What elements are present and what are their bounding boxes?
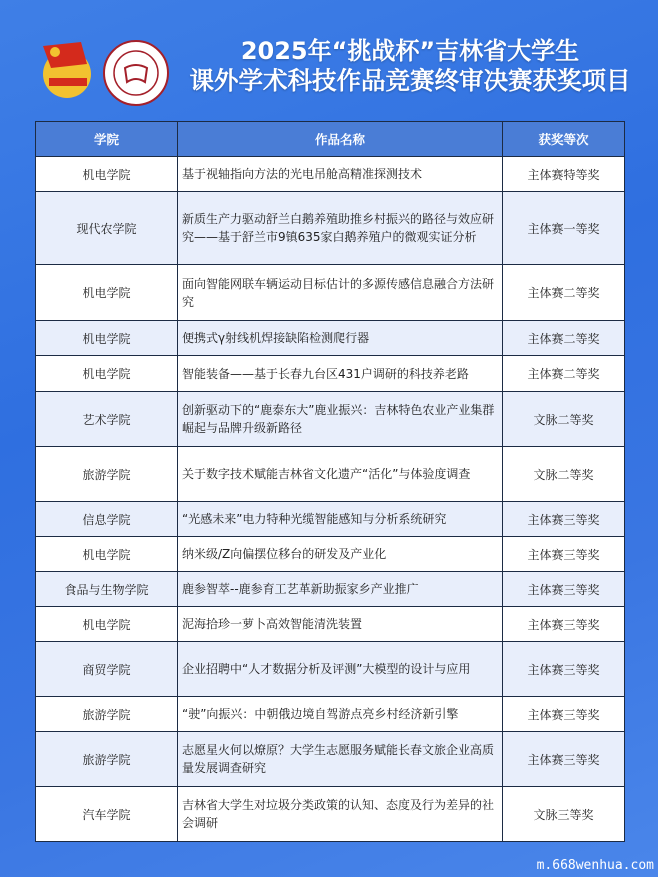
table-row [36, 642, 625, 697]
award-cell: 主体赛二等奖 [503, 321, 625, 356]
college-cell: 旅游学院 [36, 732, 178, 787]
title-line-2: 课外学术科技作品竞赛终审决赛获奖项目 [189, 66, 631, 95]
work-title-cell: “光感未来”电力特种光缆智能感知与分析系统研究 [178, 502, 503, 537]
award-cell: 主体赛二等奖 [503, 265, 625, 321]
work-title-cell: 新质生产力驱动舒兰白鹅养殖助推乡村振兴的路径与效应研究——基于舒兰市9镇635家白鹅养殖户的微观实证分析 [178, 192, 503, 265]
work-title-cell: 企业招聘中“人才数据分析及评测”大模型的设计与应用 [178, 642, 503, 697]
college-cell: 艺术学院 [36, 392, 178, 447]
work-title-cell: 便携式γ射线机焊接缺陷检测爬行器 [178, 321, 503, 356]
work-title-cell: 志愿星火何以燎原？大学生志愿服务赋能长春文旅企业高质量发展调查研究 [178, 732, 503, 787]
table-row [36, 697, 625, 732]
work-title-cell: “驶”向振兴：中朝俄边境自驾游点亮乡村经济新引擎 [178, 697, 503, 732]
college-cell: 机电学院 [36, 157, 178, 192]
award-cell: 主体赛三等奖 [503, 642, 625, 697]
work-title-cell: 智能装备——基于长春九台区431户调研的科技养老路 [178, 356, 503, 392]
table-row [36, 537, 625, 572]
award-cell: 主体赛三等奖 [503, 502, 625, 537]
work-title-cell: 创新驱动下的“鹿泰东大”鹿业振兴：吉林特色农业产业集群崛起与品牌升级新路径 [178, 392, 503, 447]
award-cell: 主体赛一等奖 [503, 192, 625, 265]
header-work: 作品名称 [178, 122, 503, 157]
college-cell: 旅游学院 [36, 447, 178, 502]
header-college: 学院 [36, 122, 178, 157]
college-cell: 信息学院 [36, 502, 178, 537]
college-cell: 机电学院 [36, 321, 178, 356]
university-seal-icon [103, 40, 169, 106]
award-cell: 主体赛特等奖 [503, 157, 625, 192]
table-header [36, 122, 625, 157]
award-cell: 主体赛三等奖 [503, 537, 625, 572]
college-cell: 机电学院 [36, 356, 178, 392]
college-cell: 汽车学院 [36, 787, 178, 842]
table-row [36, 192, 625, 265]
work-title-cell: 面向智能网联车辆运动目标估计的多源传感信息融合方法研究 [178, 265, 503, 321]
youth-league-emblem-icon [37, 38, 99, 100]
table-row [36, 392, 625, 447]
award-cell: 主体赛二等奖 [503, 356, 625, 392]
college-cell: 机电学院 [36, 265, 178, 321]
college-cell: 机电学院 [36, 607, 178, 642]
awards-table [35, 121, 625, 842]
award-cell: 主体赛三等奖 [503, 697, 625, 732]
work-title-cell: 鹿参智萃--鹿参育工艺革新助振家乡产业推广 [178, 572, 503, 607]
table-row [36, 356, 625, 392]
table-row [36, 732, 625, 787]
college-cell: 食品与生物学院 [36, 572, 178, 607]
college-cell: 商贸学院 [36, 642, 178, 697]
college-cell: 旅游学院 [36, 697, 178, 732]
table-row [36, 572, 625, 607]
award-cell: 主体赛三等奖 [503, 732, 625, 787]
table-row [36, 787, 625, 842]
award-cell: 主体赛三等奖 [503, 572, 625, 607]
college-cell: 现代农学院 [36, 192, 178, 265]
page-title [175, 36, 645, 96]
table-row [36, 607, 625, 642]
award-cell: 主体赛三等奖 [503, 607, 625, 642]
table-row [36, 265, 625, 321]
work-title-cell: 关于数字技术赋能吉林省文化遗产“活化”与体验度调查 [178, 447, 503, 502]
table-row [36, 502, 625, 537]
work-title-cell: 基于视轴指向方法的光电吊舱高精准探测技术 [178, 157, 503, 192]
award-cell: 文脉二等奖 [503, 447, 625, 502]
watermark: m.668wenhua.com [536, 858, 654, 873]
work-title-cell: 吉林省大学生对垃圾分类政策的认知、态度及行为差异的社会调研 [178, 787, 503, 842]
award-cell: 文脉三等奖 [503, 787, 625, 842]
college-cell: 机电学院 [36, 537, 178, 572]
table-row [36, 447, 625, 502]
table-row [36, 321, 625, 356]
title-line-1: 2025年“挑战杯”吉林省大学生 [240, 37, 580, 65]
work-title-cell: 泥海拾珍一萝卜高效智能清洗装置 [178, 607, 503, 642]
work-title-cell: 纳米级/Z向偏摆位移台的研发及产业化 [178, 537, 503, 572]
header-award: 获奖等次 [503, 122, 625, 157]
table-row [36, 157, 625, 192]
award-cell: 文脉二等奖 [503, 392, 625, 447]
